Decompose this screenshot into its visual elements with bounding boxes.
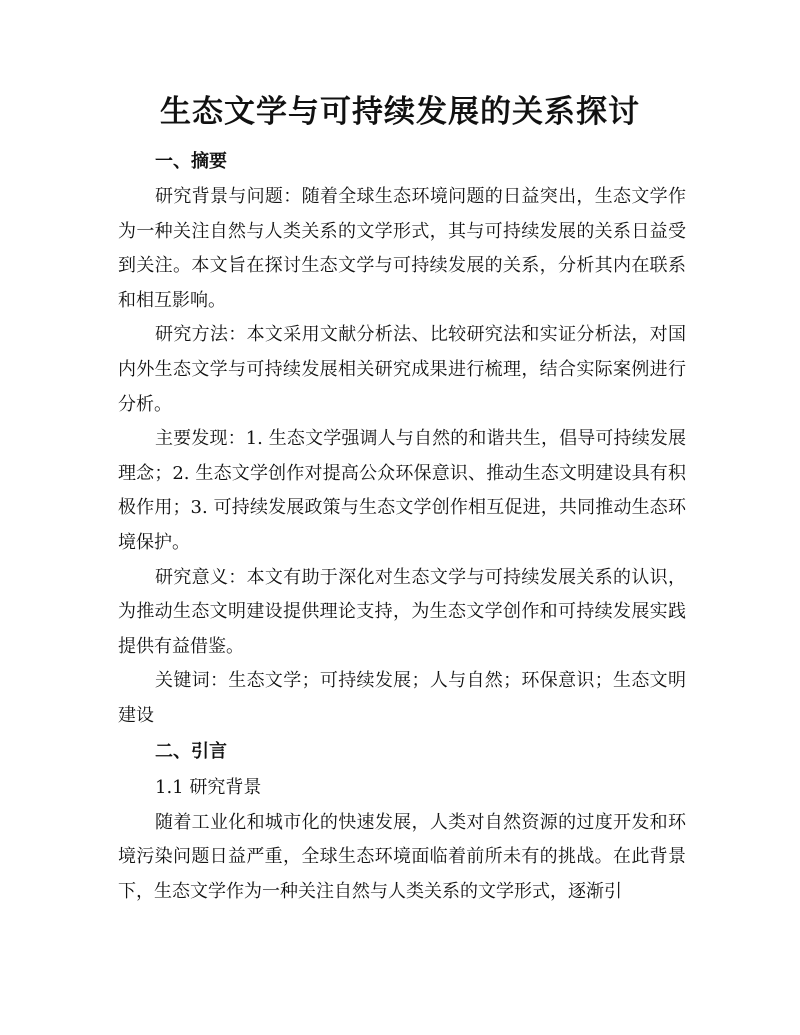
document-body [118, 144, 686, 909]
subsection-heading-background: 1.1 研究背景 [155, 776, 262, 798]
abstract-paragraph-method: 研究方法：本文采用文献分析法、比较研究法和实证分析法，对国内外生态文学与可持续发展相关研究成果进行梳理，结合实际案例进行分析。 [118, 324, 686, 415]
abstract-paragraph-keywords: 关键词：生态文学；可持续发展；人与自然；环保意识；生态文明建设 [118, 670, 686, 726]
document-title: 生态文学与可持续发展的关系探讨 [160, 94, 640, 130]
abstract-paragraph-background: 研究背景与问题：随着全球生态环境问题的日益突出，生态文学作为一种关注自然与人类关系的文学形式，其与可持续发展的关系日益受到关注。本文旨在探讨生态文学与可持续发展的关系，分析其内在联系和相互影响。 [118, 186, 686, 311]
section-heading-abstract: 一、摘要 [155, 151, 227, 172]
introduction-paragraph: 随着工业化和城市化的快速发展，人类对自然资源的过度开发和环境污染问题日益严重，全球生态环境面临着前所未有的挑战。在此背景下，生态文学作为一种关注自然与人类关系的文学形式，逐渐引 [118, 811, 686, 902]
section-heading-introduction: 二、引言 [155, 740, 227, 762]
abstract-paragraph-findings: 主要发现：1. 生态文学强调人与自然的和谐共生，倡导可持续发展理念；2. 生态文学创作对提高公众环保意识、推动生态文明建设具有积极作用；3. 可持续发展政策与生态文学创作相互促进，共同推动生态环境保护。 [118, 428, 686, 553]
abstract-paragraph-significance: 研究意义：本文有助于深化对生态文学与可持续发展关系的认识，为推动生态文明建设提供理论支持，为生态文学创作和可持续发展实践提供有益借鉴。 [118, 566, 686, 657]
